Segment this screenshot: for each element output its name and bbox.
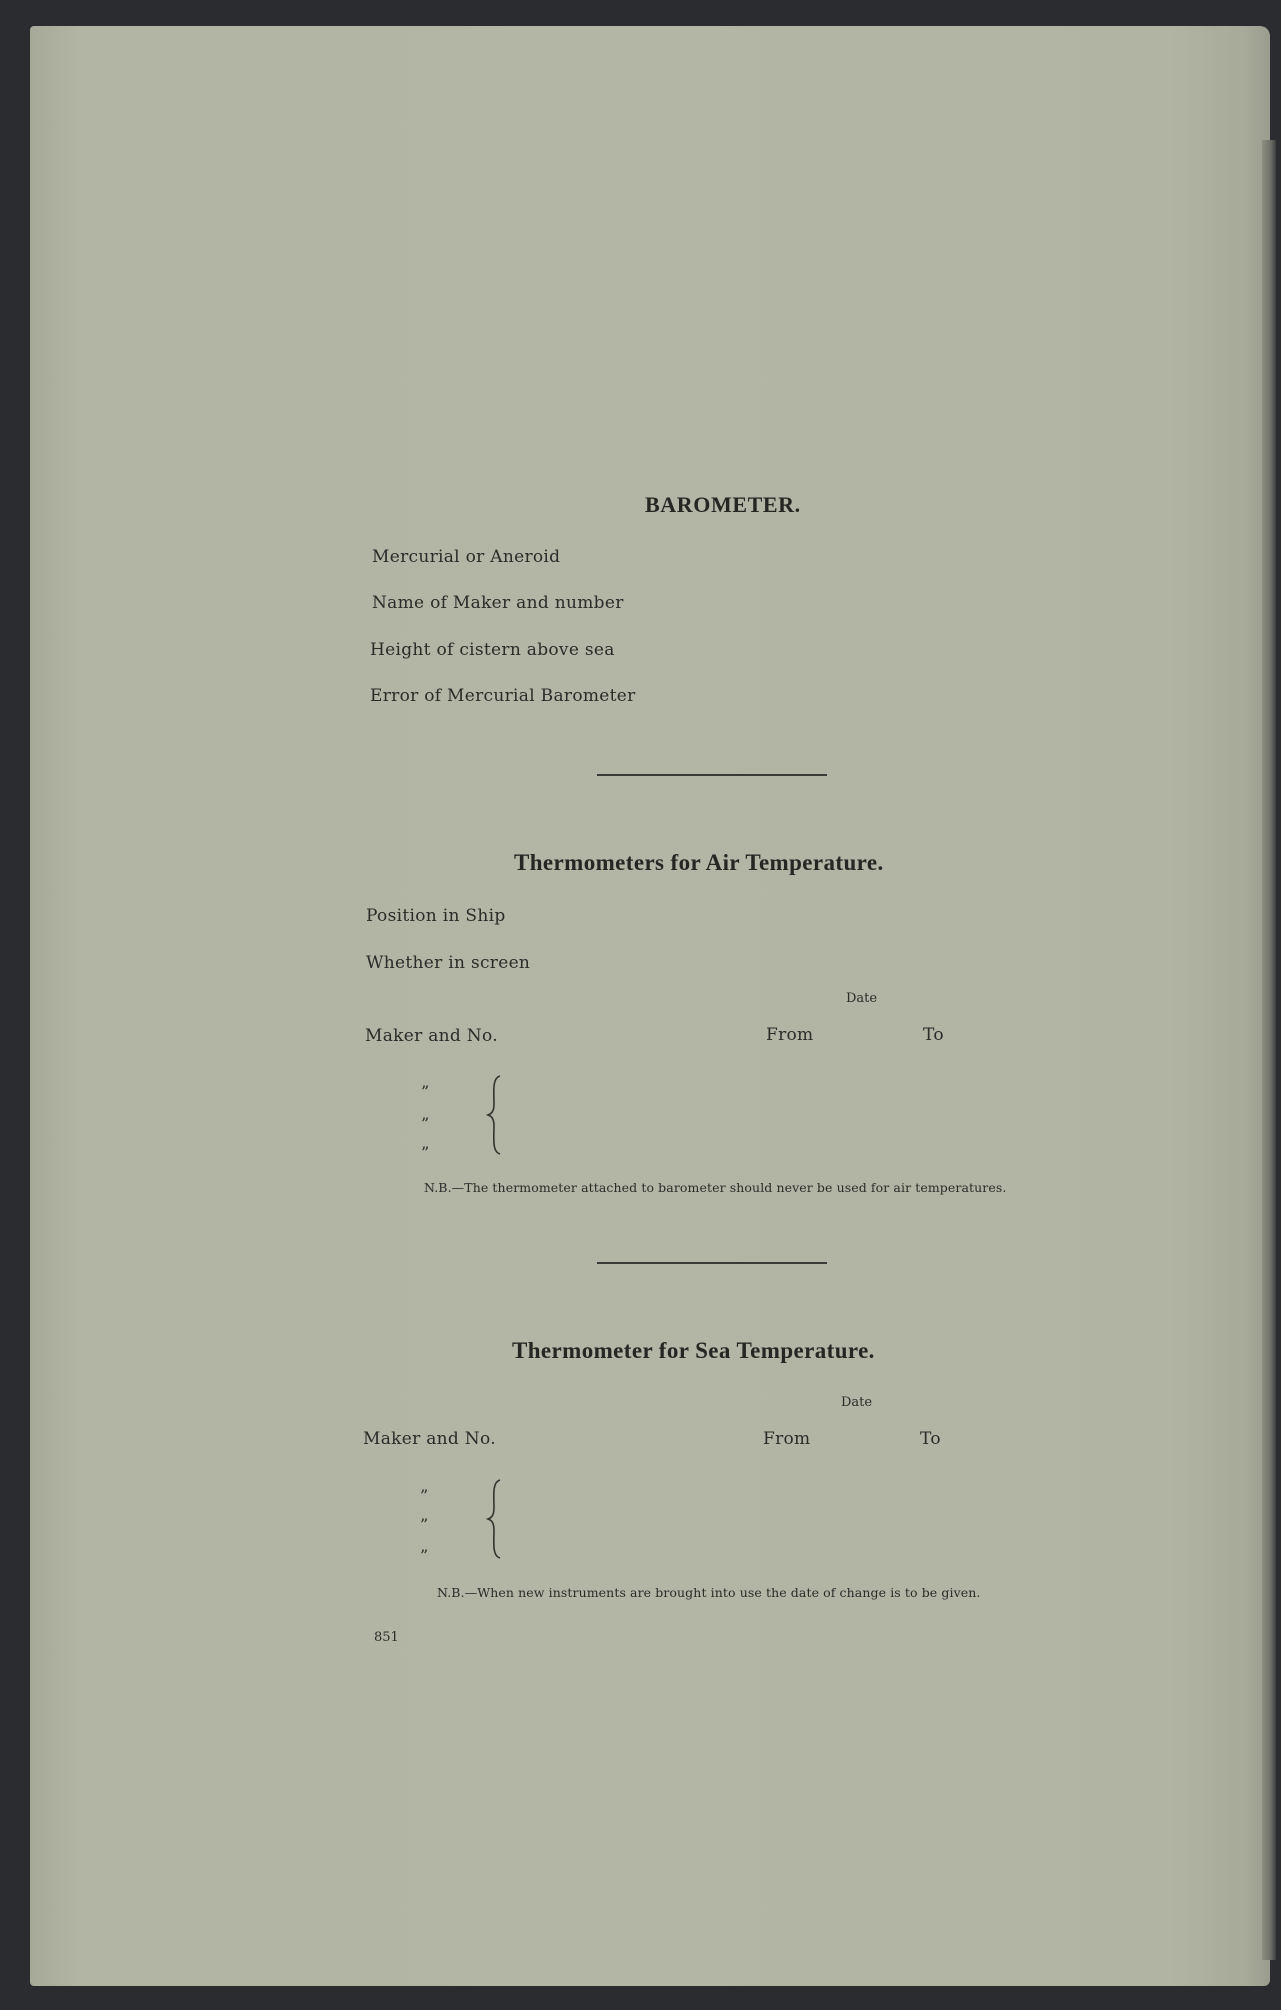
- sea-maker-label: Maker and No.: [363, 1429, 496, 1449]
- sea-brace: [486, 1478, 506, 1560]
- document-page: [30, 26, 1270, 1986]
- sea-thermometer-heading: Thermometer for Sea Temperature.: [512, 1338, 875, 1363]
- barometer-type-label: Mercurial or Aneroid: [372, 547, 561, 567]
- barometer-maker-label: Name of Maker and number: [372, 593, 624, 613]
- sea-ditto-mark: ”: [420, 1486, 429, 1505]
- air-to-label: To: [923, 1025, 944, 1045]
- air-maker-label: Maker and No.: [365, 1026, 498, 1046]
- sea-ditto-mark: ”: [420, 1515, 429, 1534]
- page-edge-shadow: [1262, 140, 1276, 1960]
- air-ditto-mark: ”: [421, 1114, 430, 1133]
- air-thermometers-heading: Thermometers for Air Temperature.: [514, 850, 884, 875]
- air-date-label: Date: [846, 991, 878, 1006]
- page-number: 851: [374, 1630, 399, 1645]
- sea-date-label: Date: [841, 1395, 873, 1410]
- air-ditto-mark: ”: [421, 1143, 430, 1162]
- section-divider-1: [597, 774, 827, 776]
- air-ditto-mark: ”: [421, 1082, 430, 1101]
- sea-note: N.B.—When new instruments are brought into use the date of change is to be given.: [437, 1585, 981, 1600]
- air-brace: [486, 1074, 506, 1156]
- section-divider-2: [597, 1262, 827, 1264]
- sea-to-label: To: [920, 1429, 941, 1449]
- air-from-label: From: [766, 1025, 814, 1045]
- barometer-cistern-height-label: Height of cistern above sea: [370, 640, 615, 660]
- sea-ditto-mark: ”: [420, 1546, 429, 1565]
- air-note: N.B.—The thermometer attached to barometer should never be used for air temperatures.: [424, 1180, 1007, 1195]
- sea-from-label: From: [763, 1429, 811, 1449]
- whether-in-screen-label: Whether in screen: [366, 953, 531, 973]
- barometer-heading: BAROMETER.: [645, 492, 801, 517]
- barometer-error-label: Error of Mercurial Barometer: [370, 686, 636, 706]
- position-in-ship-label: Position in Ship: [366, 906, 506, 926]
